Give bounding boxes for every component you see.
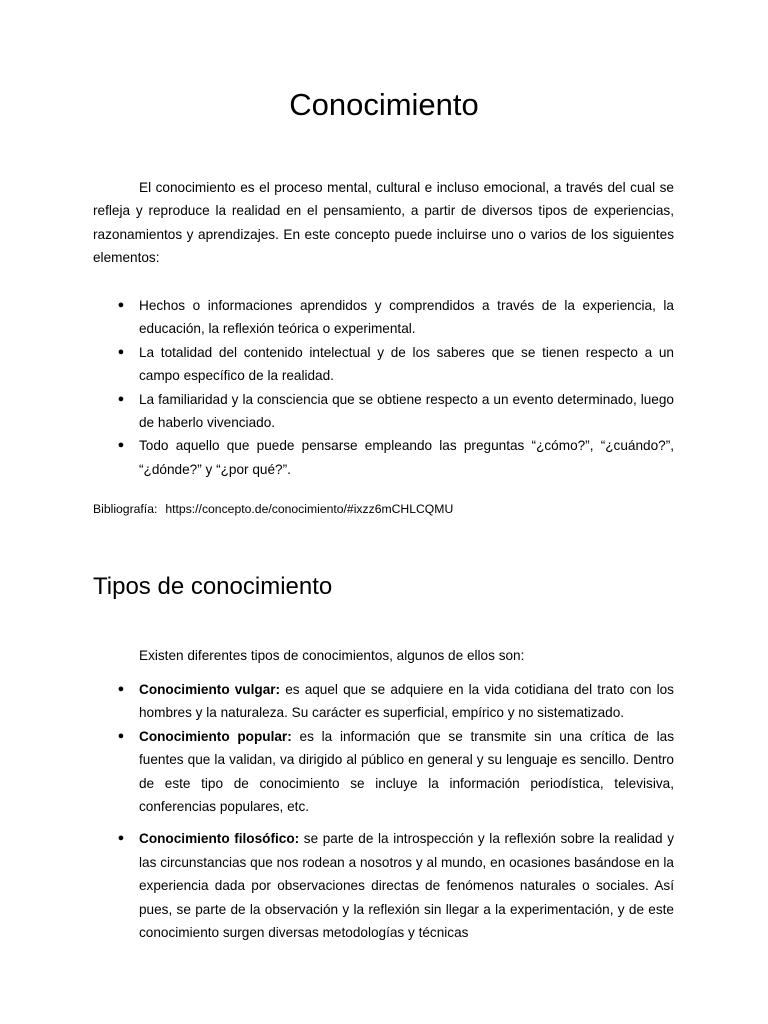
list-item (93, 388, 674, 435)
bullet-icon: ● (117, 439, 125, 452)
bullet-icon: ● (117, 345, 125, 358)
list-item (93, 294, 674, 341)
bibliography (93, 499, 453, 519)
bullet-icon: ● (117, 299, 125, 311)
bibliography-label: Bibliografía: (93, 502, 158, 516)
section-heading: Tipos de conocimiento (93, 573, 333, 600)
list-item (93, 341, 674, 388)
list-item-text: Todo aquello que puede pensarse empleando las preguntas “¿cómo?”, “¿cuándo?”, “¿dónde?” y “¿por qué?”. (139, 438, 674, 477)
types-intro: Existen diferentes tipos de conocimientos, algunos de ellos son: (139, 648, 525, 663)
bullet-icon: ● (117, 683, 125, 695)
intro-paragraph: El conocimiento es el proceso mental, cultural e incluso emocional, a través del cual se refleja y reproduce la realidad en el pensamiento, a partir de diversos tipos de experiencias, razonamientos y aprendizajes. En este concepto puede incluirse uno o varios de los siguientes elementos: (93, 180, 674, 266)
list-item (93, 678, 674, 725)
list-item-text: La totalidad del contenido intelectual y de los saberes que se tienen respecto a un campo específico de la realidad. (139, 344, 674, 384)
list-item (93, 827, 674, 944)
bullet-icon: ● (117, 729, 125, 742)
type-term: Conocimiento vulgar: (139, 682, 281, 697)
bullet-icon: ● (117, 392, 125, 405)
list-item-text: Hechos o informaciones aprendidos y comprendidos a través de la experiencia, la educación, la reflexión teórica o experimental. (139, 298, 674, 337)
type-term: Conocimiento popular: (139, 728, 292, 744)
bibliography-link[interactable]: https://concepto.de/conocimiento/#ixzz6mCHLCQMU (165, 502, 454, 516)
page-title: Conocimiento (289, 87, 479, 122)
types-list (93, 678, 674, 944)
elements-list (93, 294, 674, 481)
type-description: es aquel que se adquiere en la vida cotidiana del trato con los hombres y la naturaleza. Su carácter es superficial, empírico y no sistematizado. (139, 682, 674, 721)
list-item (93, 725, 674, 819)
type-description: es la información que se transmite sin una crítica de las fuentes que la validan, va dirigido al público en general y su lenguaje es sencillo. Dentro de este tipo de conocimiento se incluye la información periodística, televisiva, conferencias populares, etc. (139, 728, 674, 815)
type-description: se parte de la introspección y la reflexión sobre la realidad y las circunstancias que nos rodean a nosotros y al mundo, en ocasiones basándose en la experiencia dada por observaciones directas de fenómenos naturales o sociales. Así pues, se parte de la observación y la reflexión sin llegar a la experimentación, y de este conocimiento surgen diversas metodologías y técnicas (139, 831, 675, 941)
type-term: Conocimiento filosófico: (139, 831, 300, 847)
list-item-text: La familiaridad y la consciencia que se obtiene respecto a un evento determinado, luego de haberlo vivenciado. (139, 391, 674, 431)
list-item (93, 434, 674, 481)
bullet-icon: ● (117, 832, 125, 845)
